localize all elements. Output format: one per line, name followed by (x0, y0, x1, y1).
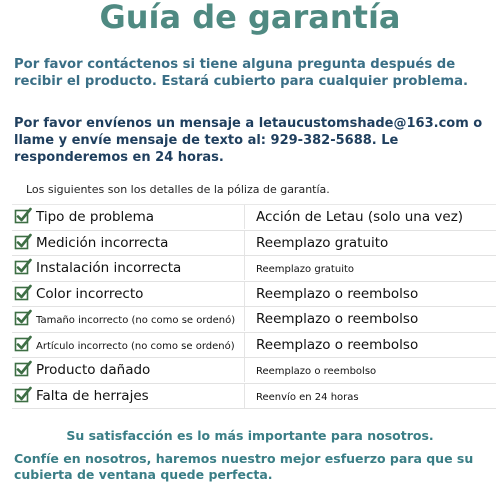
problem-cell: Producto dañado (36, 362, 151, 378)
problem-cell: Tipo de problema (36, 209, 154, 225)
table-row (12, 204, 496, 231)
action-cell: Acción de Letau (solo una vez) (256, 209, 464, 225)
column-divider (244, 358, 245, 382)
policy-intro: Los siguientes son los detalles de la póliza de garantía. (26, 183, 330, 196)
table-row (12, 358, 496, 384)
table-row (12, 384, 496, 410)
checkbox-checked-icon (14, 284, 32, 302)
action-cell: Reemplazo o reembolso (256, 311, 419, 327)
column-divider (244, 384, 245, 408)
checkbox-checked-icon (14, 233, 32, 251)
checkbox-checked-icon (14, 386, 32, 404)
page-title: Guía de garantía (99, 0, 401, 36)
action-cell: Reenvío en 24 horas (256, 391, 359, 403)
column-divider (244, 333, 245, 357)
table-row (12, 282, 496, 308)
problem-cell: Falta de herrajes (36, 387, 149, 404)
column-divider (244, 205, 245, 229)
table-row (12, 256, 496, 282)
contact-paragraph: Por favor envíenos un mensaje a letaucustomshade@163.com o llame y envíe mensaje de texto al: 929-382-5688. Le responderemos en 24 horas. (14, 116, 483, 165)
problem-cell: Medición incorrecta (36, 234, 169, 251)
warranty-table (12, 204, 496, 409)
action-cell: Reemplazo o reembolso (256, 366, 377, 377)
footer-trust: Confíe en nosotros, haremos nuestro mejor esfuerzo para que su cubierta de ventana quede perfecta. (14, 451, 474, 482)
checkbox-checked-icon (14, 360, 32, 378)
problem-cell: Tamaño incorrecto (no como se ordenó) (36, 315, 236, 326)
action-cell: Reemplazo o reembolso (256, 336, 419, 353)
table-row (12, 231, 496, 257)
table-row (12, 307, 496, 333)
footer-satisfaction: Su satisfacción es lo más importante para nosotros. (66, 428, 434, 443)
column-divider (244, 256, 245, 280)
problem-cell: Color incorrecto (36, 285, 144, 302)
problem-cell: Instalación incorrecta (36, 260, 182, 276)
action-cell: Reemplazo gratuito (256, 234, 389, 251)
action-cell: Reemplazo o reembolso (256, 285, 419, 302)
table-row (12, 333, 496, 359)
checkbox-checked-icon (14, 258, 32, 276)
column-divider (244, 282, 245, 306)
checkbox-checked-icon (14, 335, 32, 353)
action-cell: Reemplazo gratuito (256, 264, 355, 275)
intro-paragraph: Por favor contáctenos si tiene alguna pregunta después de recibir el producto. Estará cubierto para cualquier problema. (14, 57, 469, 89)
checkbox-checked-icon (14, 207, 32, 225)
column-divider (244, 307, 245, 331)
problem-cell: Artículo incorrecto (no como se ordenó) (36, 340, 235, 352)
column-divider (244, 231, 245, 255)
checkbox-checked-icon (14, 309, 32, 327)
